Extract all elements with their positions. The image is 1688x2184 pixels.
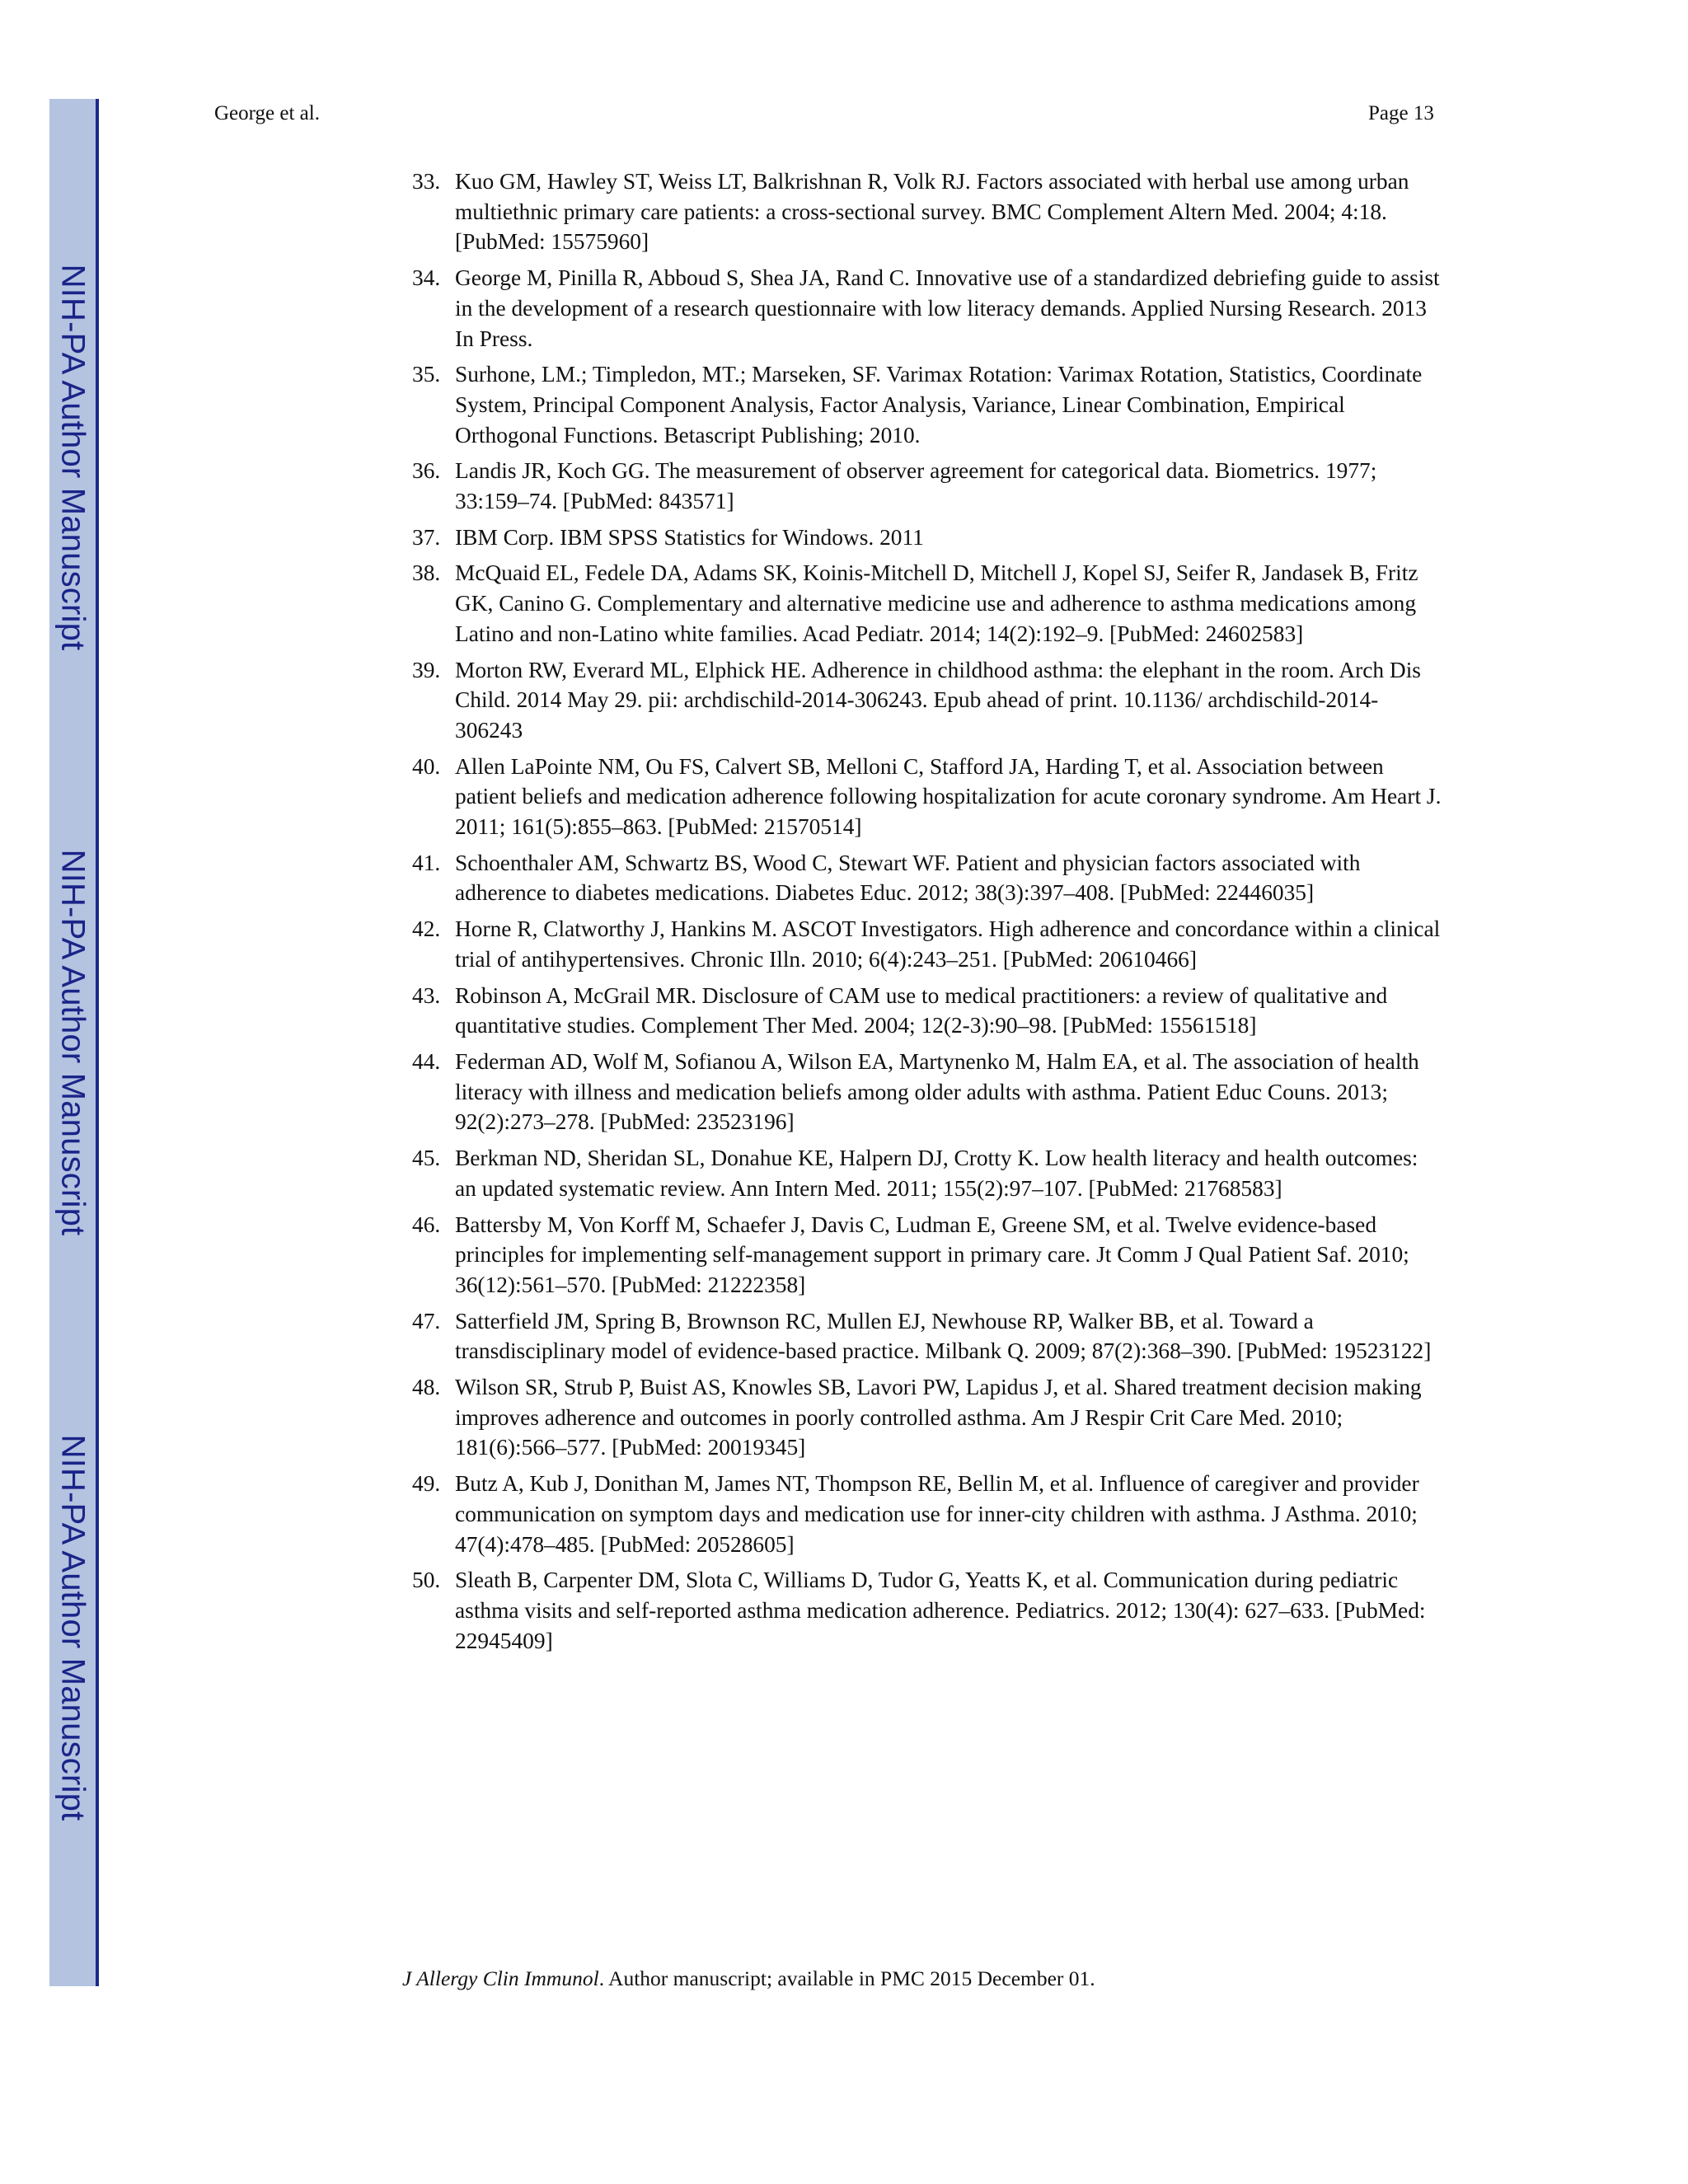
running-head-authors: George et al. [214,102,320,124]
reference-number: 36. [412,458,441,484]
reference-text: Federman AD, Wolf M, Sofianou A, Wilson EA, Martynenko M, Halm EA, et al. The association of health literacy with illness and medication beliefs among older adults with asthma. Patient Educ Couns. 2013; 92(2):273–278. [PubMed: 23523196] [455,1048,1419,1135]
reference-number: 38. [412,560,441,586]
reference-text: Satterfield JM, Spring B, Brownson RC, Mullen EJ, Newhouse RP, Walker BB, et al. Toward a transdisciplinary model of evidence-based practice. Milbank Q. 2009; 87(2):368–390. [PubMed: 19523122] [455,1308,1432,1364]
reference-item [412,655,1442,746]
reference-item [412,166,1442,257]
page-footer [402,1966,1095,1991]
reference-number: 43. [412,982,441,1008]
reference-number: 44. [412,1048,441,1074]
reference-number: 41. [412,850,441,875]
reference-item [412,1306,1442,1366]
reference-text: Sleath B, Carpenter DM, Slota C, Williams D, Tudor G, Yeatts K, et al. Communication during pediatric asthma visits and self-reported asthma medication adherence. Pediatrics. 2012; 130(4): 627–633. [PubMed: 22945409] [455,1568,1426,1653]
reference-text: Horne R, Clatworthy J, Hankins M. ASCOT Investigators. High adherence and concordance within a clinical trial of antihypertensives. Chronic Illn. 2010; 6(4):243–251. [PubMed: 20610466] [455,916,1441,972]
reference-item [412,1210,1442,1301]
reference-text: Landis JR, Koch GG. The measurement of observer agreement for categorical data. Biometrics. 1977; 33:159–74. [PubMed: 843571] [455,458,1377,514]
reference-number: 35. [412,362,441,387]
reference-item [412,914,1442,974]
reference-item [412,1143,1442,1203]
reference-text: Schoenthaler AM, Schwartz BS, Wood C, Stewart WF. Patient and physician factors associated with adherence to diabetes medications. Diabetes Educ. 2012; 38(3):397–408. [PubMed: 22446035] [455,850,1361,906]
reference-item [412,263,1442,354]
reference-item [412,1565,1442,1656]
reference-text: Surhone, LM.; Timpledon, MT.; Marseken, SF. Varimax Rotation: Varimax Rotation, Statistics, Coordinate System, Principal Component Analysis, Factor Analysis, Variance, Linear Combination, Empirical Orthogonal Functions. Betascript Publishing; 2010. [455,362,1423,448]
reference-number: 45. [412,1146,441,1171]
reference-item [412,981,1442,1041]
page-number: Page 13 [1368,102,1434,124]
reference-item [412,523,1442,553]
reference-list [412,166,1442,1661]
reference-number: 39. [412,657,441,682]
reference-number: 37. [412,524,441,550]
reference-text: Kuo GM, Hawley ST, Weiss LT, Balkrishnan R, Volk RJ. Factors associated with herbal use among urban multiethnic primary care patients: a cross-sectional survey. BMC Complement Altern Med. 2004; 4:18. [PubMed: 15575960] [455,169,1409,255]
reference-number: 48. [412,1375,441,1400]
reference-number: 49. [412,1471,441,1497]
reference-text: Berkman ND, Sheridan SL, Donahue KE, Halpern DJ, Crotty K. Low health literacy and health outcomes: an updated systematic review. Ann Intern Med. 2011; 155(2):97–107. [PubMed: 21768583] [455,1146,1418,1201]
reference-number: 34. [412,265,441,291]
reference-text: George M, Pinilla R, Abboud S, Shea JA, Rand C. Innovative use of a standardized debriefing guide to assist in the development of a research questionnaire with low literacy demands. Applied Nursing Research. 2013 In Press. [455,265,1440,351]
reference-text: Butz A, Kub J, Donithan M, James NT, Thompson RE, Bellin M, et al. Influence of caregiver and provider communication on symptom days and medication use for inner-city children with asthma. J Asthma. 2010; 47(4):478–485. [PubMed: 20528605] [455,1471,1419,1557]
reference-item [412,456,1442,516]
reference-item [412,848,1442,908]
reference-item [412,558,1442,649]
reference-item [412,752,1442,842]
reference-item [412,1047,1442,1137]
footer-text: . Author manuscript; available in PMC 2015 December 01. [598,1966,1095,1990]
reference-item [412,359,1442,450]
reference-text: Morton RW, Everard ML, Elphick HE. Adherence in childhood asthma: the elephant in the room. Arch Dis Child. 2014 May 29. pii: archdischild-2014-306243. Epub ahead of print. 10.1136/ archdischild-2014-306243 [455,657,1421,743]
reference-number: 46. [412,1212,441,1237]
footer-journal: J Allergy Clin Immunol [402,1966,599,1990]
reference-number: 33. [412,169,441,194]
reference-text: Robinson A, McGrail MR. Disclosure of CAM use to medical practitioners: a review of qualitative and quantitative studies. Complement Ther Med. 2004; 12(2-3):90–98. [PubMed: 15561518] [455,982,1388,1038]
reference-item [412,1469,1442,1559]
reference-text: IBM Corp. IBM SPSS Statistics for Windows. 2011 [455,524,924,550]
reference-text: Allen LaPointe NM, Ou FS, Calvert SB, Melloni C, Stafford JA, Harding T, et al. Association between patient beliefs and medication adherence following hospitalization for acute coronary syndrome. Am Heart J. 2011; 161(5):855–863. [PubMed: 21570514] [455,753,1442,840]
reference-text: Battersby M, Von Korff M, Schaefer J, Davis C, Ludman E, Greene SM, et al. Twelve evidence-based principles for implementing self-management support in primary care. Jt Comm J Qual Patient Saf. 2010; 36(12):561–570. [PubMed: 21222358] [455,1212,1409,1297]
reference-item [412,1372,1442,1463]
reference-number: 50. [412,1568,441,1593]
reference-text: Wilson SR, Strub P, Buist AS, Knowles SB, Lavori PW, Lapidus J, et al. Shared treatment decision making improves adherence and outcomes in poorly controlled asthma. Am J Respir Crit Care Med. 2010; 181(6):566–577. [PubMed: 20019345] [455,1375,1422,1460]
reference-number: 47. [412,1308,441,1333]
reference-number: 40. [412,753,441,779]
reference-number: 42. [412,916,441,942]
nih-side-banner-edge [96,99,99,1986]
reference-text: McQuaid EL, Fedele DA, Adams SK, Koinis-Mitchell D, Mitchell J, Kopel SJ, Seifer R, Jandasek B, Fritz GK, Canino G. Complementary and alternative medicine use and adherence to asthma medications among Latino and non-Latino white families. Acad Pediatr. 2014; 14(2):192–9. [PubMed: 24602583] [455,560,1418,646]
